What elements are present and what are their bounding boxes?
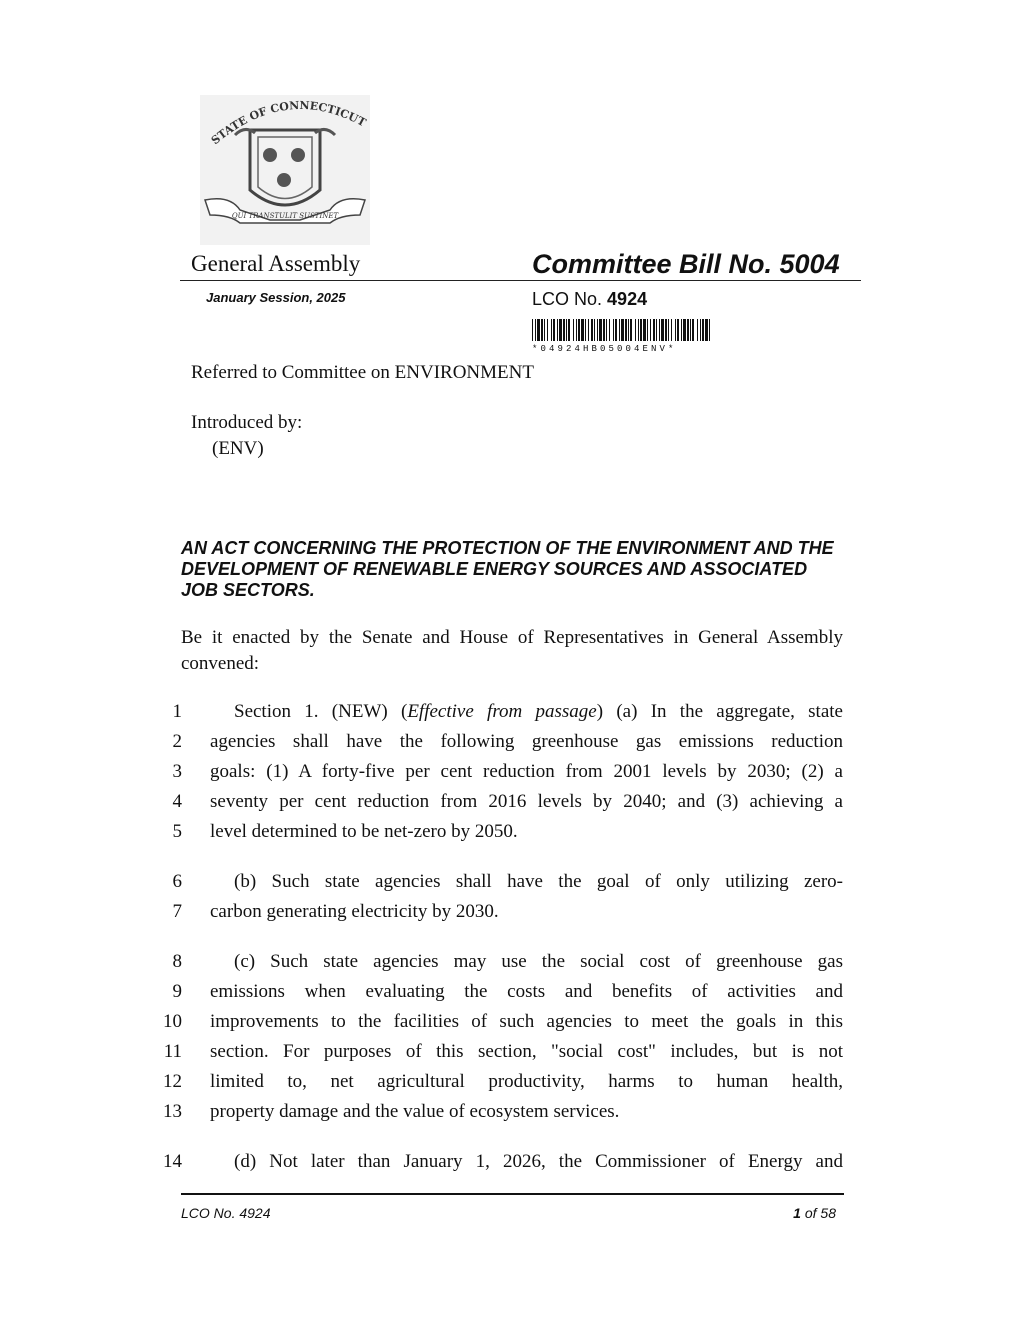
bill-text-line: improvements to the facilities of such agencies to meet the goals in this <box>210 1011 843 1032</box>
seal-text: STATE OF CONNECTICUT <box>208 98 369 148</box>
barcode-icon <box>532 319 712 341</box>
seal-motto: QUI TRANSTULIT SUSTINET <box>231 212 339 220</box>
lco-number <box>532 289 647 310</box>
bill-text-line: property damage and the value of ecosystem services. <box>210 1101 620 1122</box>
introduced-by-value: (ENV) <box>212 438 264 459</box>
line-number: 14 <box>163 1151 182 1172</box>
bill-text-line: section. For purposes of this section, "social cost" includes, but is not <box>210 1041 843 1062</box>
session-label: January Session, 2025 <box>206 290 346 305</box>
line-number: 1 <box>172 701 182 722</box>
bill-text-line: agencies shall have the following greenhouse gas emissions reduction <box>210 731 843 752</box>
line-number: 8 <box>172 951 182 972</box>
header-divider <box>180 280 861 281</box>
line-number: 4 <box>172 791 182 812</box>
line-number: 5 <box>172 821 182 842</box>
lco-value: 4924 <box>607 289 648 309</box>
page-number: 1 <box>793 1205 801 1221</box>
bill-text-line: (d) Not later than January 1, 2026, the Commissioner of Energy and <box>234 1151 843 1172</box>
bill-text-line: (b) Such state agencies shall have the goal of only utilizing zero- <box>234 871 843 892</box>
bill-text-line: goals: (1) A forty-five per cent reduction from 2001 levels by 2030; (2) a <box>210 761 843 782</box>
line-number: 13 <box>163 1101 182 1122</box>
line-number: 12 <box>163 1071 182 1092</box>
state-seal-icon <box>200 95 370 245</box>
bill-number: Committee Bill No. 5004 <box>532 249 840 279</box>
bill-text-line: (c) Such state agencies may use the social cost of greenhouse gas <box>234 951 843 972</box>
bill-text-line: seventy per cent reduction from 2016 levels by 2040; and (3) achieving a <box>210 791 843 812</box>
footer-divider <box>181 1193 844 1195</box>
bill-text-line: limited to, net agricultural productivity, harms to human health, <box>210 1071 843 1092</box>
introduced-by-label: Introduced by: <box>191 412 303 433</box>
enacting-clause: Be it enacted by the Senate and House of Representatives in General Assembly convened: <box>181 627 843 674</box>
footer-page <box>793 1205 836 1221</box>
footer-lco: LCO No. 4924 <box>181 1205 271 1221</box>
line-number: 6 <box>172 871 182 892</box>
page-count: of 58 <box>804 1205 836 1221</box>
barcode-text: *04924HB05004ENV* <box>532 344 677 354</box>
bill-text-line: level determined to be net-zero by 2050. <box>210 821 518 842</box>
bill-text-line: emissions when evaluating the costs and benefits of activities and <box>210 981 843 1002</box>
line-number: 7 <box>172 901 182 922</box>
bill-text-line: Section 1. (NEW) (Effective from passage) (a) In the aggregate, state <box>234 701 843 722</box>
bill-title: AN ACT CONCERNING THE PROTECTION OF THE ENVIRONMENT AND THE DEVELOPMENT OF RENEWABLE ENERGY SOURCES AND ASSOCIATED JOB SECTORS. <box>181 538 834 600</box>
lco-label: LCO No. <box>532 289 603 309</box>
line-number: 10 <box>163 1011 182 1032</box>
committee-referral: Referred to Committee on ENVIRONMENT <box>191 362 534 383</box>
bill-text-line: carbon generating electricity by 2030. <box>210 901 499 922</box>
assembly-name: General Assembly <box>191 251 361 276</box>
line-number: 3 <box>172 761 182 782</box>
line-number: 9 <box>172 981 182 1002</box>
line-number: 2 <box>172 731 182 752</box>
line-number: 11 <box>163 1041 182 1062</box>
